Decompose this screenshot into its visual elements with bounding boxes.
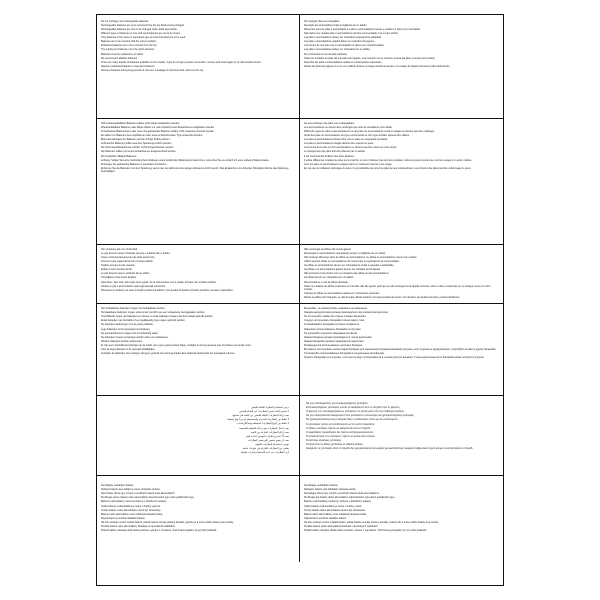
- instruction-line: Rechargeable batteries are only to be charged under adult supervision.: [101, 28, 178, 32]
- text-column-en: [97, 15, 300, 118]
- instruction-line: Οι άδειες μπαταρίες πρέπει να αφαιρούνται από το παιχνίδι.: [306, 426, 371, 430]
- instruction-line: Entfernen Sie die Batterien von dem Spielzeug, wenn man sie während eines langen Zeitraums nicht benutzt. Das Entweichen von ätzender Flüssigkeit könnte das Spielzeug beschädigen.: [101, 166, 290, 174]
- instruction-line: Se recomienda el uso de pilas alcalinas.: [304, 52, 348, 56]
- instruction-line: Le pile devono essere sostituite da un adulto.: [101, 272, 150, 276]
- instruction-line: Verschillende types van batterijen en nieuwe en oude batterijen mogen niet door elkaar gebruikt worden.: [101, 315, 214, 319]
- instruction-line: Používajte iba batérie alebo akumulátory odporúčaného typu alebo podobného typu.: [304, 496, 396, 500]
- instruction-line: Να μην επαναφορτίζετε μη επαναφορτιζόμενες μπαταρίες.: [306, 402, 369, 406]
- instruction-line: يجب أن يقوم شخص بالغ بتغيير البطاريات: [247, 438, 289, 442]
- instruction-line: Η αντικατάσταση των μπαταριών πρέπει να γίνεται από ενήλικα.: [306, 434, 376, 438]
- instruction-line: Sólo deben ser usadas pilas o acumuladores del tipo recomendado o de un tipo similar.: [304, 32, 399, 36]
- instruction-line: Επαναφορτιζόμενες μπαταρίες πρέπει να αφαιρούνται από το παιχνίδι πριν τη φόρτιση.: [306, 406, 401, 410]
- instruction-line: Les accumulateurs ne doivent être rechargés que sous la surveillance d'un adulte.: [304, 126, 393, 130]
- instruction-line: Il existe différentes modèles de piles sur le marché, si vous n'obtenez pas de bons résultats, retirez-les puis remettez-les, ou bien essayez un autre modèle.: [304, 158, 472, 162]
- instruction-line: Evitare il corto circuito dei fili.: [101, 268, 133, 272]
- instruction-line: Die Stromanschlüssklemmen dürfen nicht kurzgeschlossen werden.: [101, 146, 175, 150]
- instruction-line: Achtung: Sollten Sie keine Verbindung beim Einlegen eines bestimmten Batterietyps bekommen, versuchen Sie es einfach mit einer anderen Batteriemarke.: [101, 158, 270, 162]
- language-band-english-spanish: [97, 15, 503, 119]
- instruction-line: Použité baterie nebo akumulátory likvidujte ve speciálních nádobách.: [101, 524, 176, 528]
- instruction-line: Die Batterien sollten von einem Erwachsenen ausgewechselt werden.: [101, 150, 177, 154]
- instruction-line: De batterijen moeten vervangen worden door een volwassene.: [101, 335, 169, 339]
- instruction-line: The supply terminals are not to be short-circuited.: [101, 48, 155, 52]
- instruction-line: Jeter les piles ou accumulateurs usagées dans un conteneur réservé à cet usage.: [304, 162, 393, 166]
- instruction-line: As pilhas devem ser colocadas por um adulto.: [304, 276, 354, 280]
- instruction-line: Batérie a akumulátory musia byť vložené s dodržaním polarity.: [304, 500, 372, 504]
- instruction-line: Рекомендуется использование щелочных батареек.: [304, 343, 363, 347]
- instruction-line: Οι μπαταρίες πρέπει να τοποθετούνται με τη σωστή πολικότητα.: [306, 422, 375, 426]
- instruction-line: لا تخلط بين البطاريات الجديدة والمستعملة أو بين أنواع مختلفة: [227, 418, 289, 422]
- text-column-pt: [300, 245, 503, 303]
- instruction-line: Храните батарейки не в игрушке, если они не будут использоваться в течение долгого времени. Утечка едких веществ из батарейки может испортить игрушку.: [304, 355, 485, 359]
- instruction-line: Er zijn veel verschillende batterijen op de markt, als u geen goed contact krijgt, verwijder en breng opnieuw aan of probeer een ander merk.: [101, 343, 252, 347]
- instruction-line: Les piles et accumulateurs doivent être mis en place en respectant la polarité.: [304, 138, 389, 142]
- instruction-line: Να μην αναμιγνύονται διαφορετικοί τύποι μπαταριών ή καινούργιες και χρησιμοποιημένες μπαταρίες.: [306, 414, 415, 418]
- instruction-line: Le changement des piles doit être effectué par un adulte.: [304, 150, 366, 154]
- instruction-line: Батарейки - не аккумуляторы, взаряжать не запрещено.: [304, 307, 368, 311]
- language-band-czech-slovak: [97, 476, 503, 562]
- instructions-table: [96, 14, 504, 586]
- language-band-german-french: [97, 119, 503, 245]
- instruction-line: Следует использовать батарейки только одного типа.: [304, 319, 365, 323]
- language-band-arabic-greek: [97, 396, 503, 476]
- instruction-line: Do not recharge non-rechargeable batteries.: [101, 20, 149, 23]
- instruction-line: Ne pas recharger des piles non rechargeables.: [304, 122, 355, 125]
- instruction-line: We recommend alkaline batteries.: [101, 56, 138, 60]
- instruction-line: Los bornes de una pila o de un acumulador no deben ser cortocircuitados.: [304, 44, 385, 48]
- instruction-line: Rechargeable batteries are to be removed from the toy before being charged.: [101, 24, 185, 28]
- instruction-line: Verbrauchte Batterien sollten aus dem Spielzeug entfernt werden.: [101, 142, 173, 146]
- instruction-line: Não provocar curto-circuito com os contactos das pilhas ou dos acumuladores.: [304, 272, 390, 276]
- instruction-line: Извлеките использованные батарейки из игрушки.: [304, 327, 362, 331]
- instruction-line: Exhausted batteries are to be removed from the toy.: [101, 44, 158, 48]
- text-column-el: [300, 396, 503, 475]
- instruction-line: Používejte pouze baterie nebo akumulátory doporučeného typu nebo podobného typu.: [101, 496, 195, 500]
- text-column-ru: [300, 304, 503, 395]
- instruction-line: Verschiedene Batterietypen oder neue und gebrauchte Batterien sollten nicht zusammen benutzt werden.: [101, 130, 215, 134]
- instruction-line: تخلص من البطاريات الفارغة في حاويات خاصة: [242, 446, 289, 450]
- instruction-line: As pilhas e os acumuladores gastos devem ser retirados do brinquedo.: [304, 268, 381, 272]
- instruction-line: Les bornes d'une pile ou d'un accumulateur ne doivent pas être mises en court-circuit.: [304, 146, 397, 150]
- instruction-line: Зарядка аккумуляторов должна производиться под присмотром взрослых.: [304, 311, 389, 315]
- instruction-line: Il est recommandé d'utiliser des piles alcalines.: [304, 154, 355, 158]
- instruction-line: Pokud hračku nebudete delší dobu používat, vyjměte z ní baterie. Únik žíravé kapaliny by jej mohl poškodit.: [101, 528, 217, 532]
- instruction-line: Entsorgen Sie gebrauchte Batterien in speziellen Containern.: [101, 162, 167, 166]
- instruction-line: Batérie alebo akumulátory musí inštalovať dospelá osoba.: [304, 512, 367, 516]
- instruction-line: Bitte beim Einlegen der Batterien auf die richtige Polung achten.: [101, 138, 171, 142]
- instruction-line: Alkaline batterijen worden aanbevolen.: [101, 339, 143, 343]
- instruction-line: Retirar as pilhas do brinquedo, se não for para utilizar durante um longo período de tempo. Um derrame de líquido corrosivo, poderia danificá-lo.: [304, 296, 461, 300]
- instruction-line: Απορρίπτετε τις άδειες μπαταρίες σε ειδικούς κάδους.: [306, 442, 364, 446]
- instruction-line: يجب إزالة البطاريات الفارغة من اللعبة: [250, 430, 289, 434]
- instruction-line: Vybité batérie a akumulátory je nutné z hračky vybrať.: [304, 504, 363, 508]
- instruction-line: Не используйте совместно старые и новые батарейки.: [304, 315, 366, 319]
- instruction-line: Pokiaľ hračku nebudete dlhšiu dobu používať, vyberte z nej batérie. Únik žieravej kvapaliny by ho mohol poškodiť.: [304, 528, 427, 532]
- instruction-line: يجب إدخال البطاريات مع مراعاة القطبية الصحيحة: [239, 426, 289, 430]
- instruction-line: Verwijder de batterijen als er langere tijd geen gebruik van wordt gemaakt. Een lekkende batterij kan het speelgoed ruïneren.: [101, 351, 236, 355]
- instruction-line: Seuls des piles ou accumulateurs du type recommandé ou d'un type similaire doivent être utilisés.: [304, 134, 410, 138]
- instruction-line: Použité batérie alebo akumulátory likvidujte v špeciálnych nádobách.: [304, 524, 379, 528]
- instruction-line: De aanvoerklemmen mogen niet in kortsluiting staan.: [101, 331, 159, 335]
- text-column-nl: [97, 304, 300, 395]
- instruction-line: Не допускайте короткого замыкания контактов.: [304, 331, 358, 335]
- instruction-line: Batteries are to be inserted with the correct polarity.: [101, 40, 157, 44]
- text-column-sk: [300, 476, 503, 562]
- instruction-line: Remove batteries during long periods of non-use. A leakage of corrosive fluid could ruin the toy.: [101, 68, 204, 72]
- language-band-italian-portuguese: [97, 245, 503, 304]
- instruction-line: Vybité baterie a akumulátory je nutné z hračky vyjmout.: [101, 504, 161, 508]
- instruction-line: Desechar las pilas o acumuladores usados en contenedores especiales.: [304, 60, 383, 64]
- instruction-line: Замена батареек должна производиться только взрослыми.: [304, 335, 373, 339]
- instruction-line: يجب ألا تتعرض أطراف التوصيل لدائرة قصر: [245, 434, 289, 438]
- instruction-line: Inserire le pile seguendo la loro corretta polarità.: [101, 260, 154, 264]
- instruction-line: Todos los modelos de pilas del mercado son iguales, si la conexión no es correcta, mueva las pilas o pruebe otro modelo.: [304, 56, 436, 60]
- instruction-line: Herplaatsbare batterijen mogen enkel onder toezicht van een volwassene heropgeladen worden.: [101, 311, 206, 315]
- instruction-line: لا يسمح بإعادة شحن البطاريات غير القابلة للشحن: [239, 410, 289, 414]
- instruction-line: Baterie nebo akumulátory musí instalovat dospělá osoba.: [101, 512, 163, 516]
- instruction-line: Niet herlaadbare batterijen mogen niet herlaadbaar worden.: [101, 307, 166, 311]
- instruction-line: Замена батарейки должна производиться взрослым.: [304, 339, 364, 343]
- instruction-line: Συνιστούμε αλκαλικές μπαταρίες.: [306, 438, 342, 442]
- instruction-line: Coloque as pilhas ou acumuladores gastos em contentores especiais.: [304, 292, 380, 296]
- instruction-line: Αφαιρέστε τις μπαταρίες όταν το παιχνίδι δεν χρησιμοποιείται για μεγάλο χρονικό διάστημα. Διαρροή διαβρωτικού υγρού μπορεί να καταστρέψει το παιχνίδι.: [306, 446, 474, 450]
- instruction-line: Gooi de lege batterijen in de speciale afvalbakken.: [101, 347, 156, 351]
- instruction-line: Não recarregar as pilhas não recarregáveis.: [304, 248, 352, 251]
- instruction-line: Na trhu existuje mnoho značiek batérií, pokiaľ batérie nemajú správny kontakt, vyberte ich a znovu vložte batérie inej značky.: [304, 520, 439, 524]
- text-column-es: [300, 15, 503, 118]
- instruction-line: Attenzione: Non tutti i tipi di pile sono uguali. Se la connessione non è esatta. Provare con un'altra modello.: [101, 280, 217, 284]
- instruction-line: Only batteries of the same or equivalent type as recommended are to be used.: [101, 36, 186, 40]
- instruction-line: Wir empfehlen Alkaline Batterien.: [101, 154, 137, 158]
- instruction-line: Recomenda-se o uso de pilhas alcalinas.: [304, 280, 349, 284]
- instruction-line: Usare contemporaneamente pile dello stesso tipo.: [101, 256, 156, 260]
- instruction-line: Todos os modelos de pilhas existentes no mercado não são iguais, pelo que se não conseguir uma ligação correcta, retire e volte a colocá-las ou, se desejar, tente um outro modelo.: [304, 284, 491, 292]
- instruction-line: No recargar pilas no recargables.: [304, 20, 341, 23]
- instruction-line: Différents types de piles ou accumulateurs ou des piles ou accumulateurs neufs et usagés ne doivent pas être mélangés.: [304, 130, 435, 134]
- instruction-line: Να χρησιμοποιούνται μόνο μπαταρίες ίδιου ή ισοδύναμου τύπου με τον συνιστώμενο.: [306, 418, 398, 422]
- instruction-line: يجب إزالة البطاريات القابلة للشحن من اللعبة قبل شحنها: [232, 414, 289, 418]
- instruction-line: Rimuovere le batterie nel caso di lunghi periodi di inutilizzo. Una perdita di liquido corrosivo potrebbe rovinare el giocattolo.: [101, 288, 234, 292]
- instruction-line: Nicht wiederaufladbare Batterien sollten nicht wieder aufgeladen werden.: [101, 122, 180, 125]
- instruction-line: Baterie a akumulátory musí být vloženy s dodržením polarity.: [101, 500, 167, 504]
- instruction-line: Enkel batterijen van hetzelfde of een gelijkaardig type mogen gebruikt worden.: [101, 319, 186, 323]
- instruction-line: Утилизируйте использованные батарейки в специальных контейнерах.: [304, 351, 385, 355]
- instruction-line: Na trhu existuje mnoho značek baterií, pokud baterie nemají správný kontakt, vyjměte je a znovu vložte baterie jiné značky.: [101, 520, 234, 524]
- instruction-line: Las pilas o acumuladores deben ser colocados respetando la polaridad.: [304, 36, 382, 40]
- text-column-cs: [97, 476, 300, 562]
- instruction-line: Dobíjacie batérie pod dohľadom dospelej osoby.: [304, 488, 357, 492]
- text-column-fr: [300, 119, 503, 244]
- instruction-line: Svorky batérie alebo akumulátora nesmú byť skratované.: [304, 508, 366, 512]
- instruction-line: Não misturar diferentes tipos de pilhas ou acumuladores, ou pilhas ou acumuladores novos com usados.: [304, 256, 418, 260]
- instruction-line: Non ricaricare pile non ricaricabili.: [101, 248, 138, 251]
- instruction-line: Consigliamo l'uso di pile alcaline.: [101, 276, 137, 280]
- instruction-line: Las pilas y acumuladores usados deben ser retirados del juguete.: [304, 40, 376, 44]
- instruction-line: Lege batterijen uit het speelgoed verwijderen.: [101, 327, 151, 331]
- instruction-line: Svorky baterie nebo akumulátoru nesmí být zkratovány.: [101, 508, 161, 512]
- instruction-line: Dobíjecí baterie jsou dobíjeny pouze dospělou osobou.: [101, 488, 161, 492]
- instruction-line: Nemíchejte různé typy nových a použitých baterií nebo akumulátorů.: [101, 492, 175, 496]
- instruction-line: نوصي باستخدام البطاريات القلوية: [255, 442, 289, 446]
- instruction-line: Different types of batteries or new and used batteries are not to be mixed.: [101, 32, 181, 36]
- instruction-line: Nenabíjajte nedobíjacie batérie.: [304, 484, 339, 488]
- instruction-line: Batteries must be replaced by an adult.: [101, 52, 144, 56]
- text-column-ar: [97, 396, 300, 475]
- instruction-line: Nemiešajte rôzne typy nových a použitých batérií alebo akumulátorov.: [304, 492, 380, 496]
- instruction-line: As pilhas ou acumuladores devem ser colocadas de modo a respeitar a polaridade.: [304, 264, 395, 268]
- instruction-line: يرجى استخدام البطارية القابلة للشحن: [250, 406, 289, 410]
- instruction-line: Recargar las acumuladores bajo la vigilancia de un adulto.: [304, 24, 368, 28]
- instruction-line: Dispose exhausted batteries in special containers.: [101, 64, 156, 68]
- instruction-line: Устанавливайте батарейки согласно полярности.: [304, 323, 360, 327]
- instruction-line: Nenabíjejte nedobíjecí baterie.: [101, 484, 135, 488]
- instruction-line: De batterijen aanbrengen met de juiste polariteit.: [101, 323, 154, 327]
- text-column-it: [97, 245, 300, 303]
- instruction-line: Вы можете использовать любые марки батареек для повышенного функционирования игрушки, если игрушка не функционирует, попробуйте вставить другие батарейки.: [304, 347, 497, 351]
- instruction-line: Recarregar os acumuladores respeitando sempre a vigilância de um adulto.: [304, 252, 386, 256]
- language-band-dutch-russian: [97, 304, 503, 396]
- instruction-line: لا تخلط بين أنواع البطاريات المختلفة وفقاً للإرشادات: [236, 422, 289, 426]
- instruction-line: There are many brands of batteries available on the market, if you do not get a proper connection, remove and insert again or try with another brand.: [101, 60, 262, 64]
- instruction-line: Odporúčame používať alkalické batérie.: [304, 516, 348, 520]
- instruction-line: Wiederaufladbare Batterien oder Akkus sollten nur unter Aufsicht eines Erwachsenen aufgeladen werden.: [101, 126, 215, 130]
- instruction-line: Le pile devono essere ricaricate sempre e soltanto da un adulto.: [101, 252, 171, 256]
- instruction-line: Η φόρτιση των επαναφορτιζόμενων μπαταριών να γίνεται μόνο υπό την επίβλεψη ενηλίκου.: [306, 410, 405, 414]
- instruction-line: Gettare le pile o accumulatori usati negli speciali contenitori.: [101, 284, 166, 288]
- instruction-line: Utilizar apenas pilhas ou acumuladores do mesmo tipo ou equivalente ao recomendado.: [304, 260, 400, 264]
- instruction-line: Doporučujeme používat alkalické baterie.: [101, 516, 146, 520]
- instruction-line: En cas de non utilisation prolongée du jouet, il est préférable de retirer les piles de leur compartiment. La corrosion des piles pourrait endommager le jouet.: [304, 166, 472, 170]
- instruction-line: أزل البطاريات عند عدم الاستخدام لفترات طويلة: [240, 450, 289, 454]
- instruction-line: Retirar las pilas del juguete si no se va a utilizar durante un largo periodo de tiempo. Un escape de líquido corrosivo podría deteriorarlo.: [304, 64, 451, 68]
- instruction-line: Es sollten nur Batterien des empfohlenen oder eines entsprechenden Typs verwendet werden.: [101, 134, 203, 138]
- instruction-line: Togliere sempre le pile esaurite.: [101, 264, 136, 268]
- instruction-line: Οι ακροδέκτες τροφοδοσίας δεν πρέπει να βραχυκυκλώνονται.: [306, 430, 374, 434]
- instruction-line: Las pilas o acumuladores deben ser colocados por un adulto.: [304, 48, 371, 52]
- instruction-line: Diferentes tipos de pilas o acumuladores o pilas o acumuladores nuevos y usados no deben ser mezclados.: [304, 28, 421, 32]
- text-column-de: [97, 119, 300, 244]
- instruction-line: Les piles et accumulateurs usagés doivent être enlevés du jouet.: [304, 142, 374, 146]
